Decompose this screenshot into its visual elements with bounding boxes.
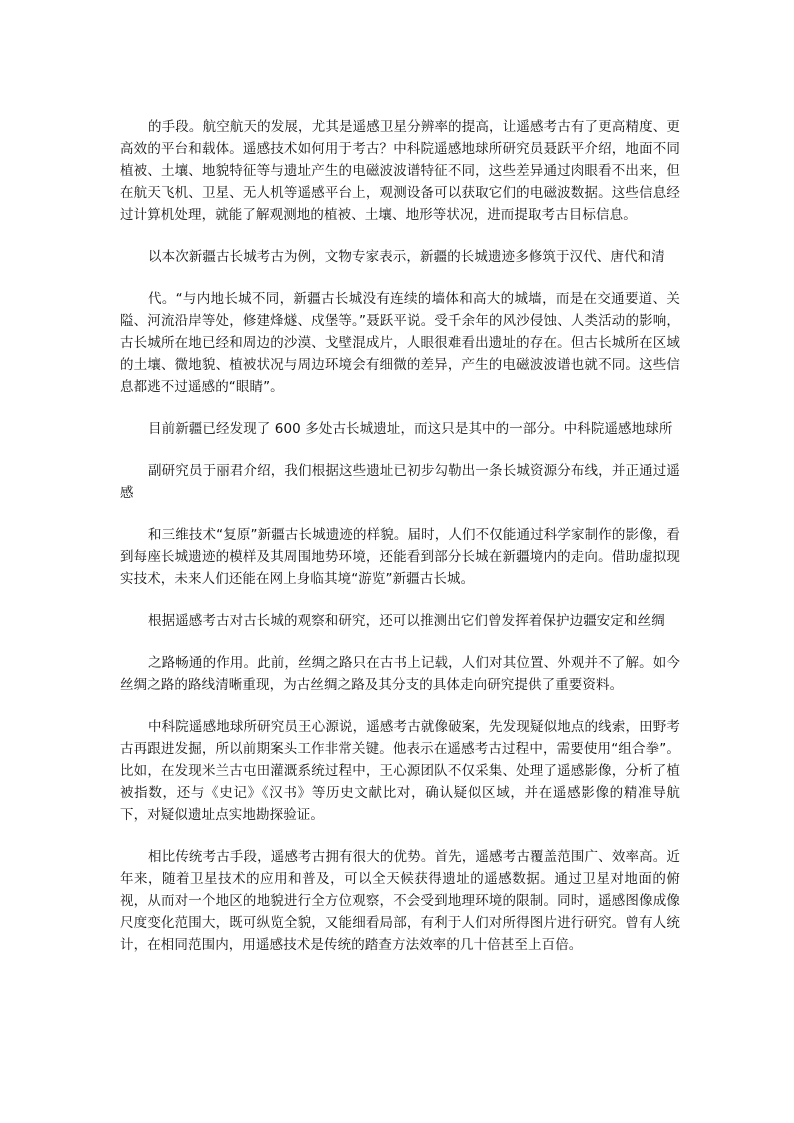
paragraph-researcher-yu: 副研究员于丽君介绍，我们根据这些遗址已初步勾勒出一条长城资源分布线，并正通过遥感 [120, 463, 680, 501]
paragraph-3d-restoration: 和三维技术“复原”新疆古长城遗迹的样貌。届时，人们不仅能通过科学家制作的影像，看到每座长城遗迹的模样及其周围地势环境，还能看到部分长城在新疆境内的走向。借助虚拟现实技术，未来人们还能在网上身临其境“游览”新疆古长城。 [120, 527, 680, 587]
paragraph-silk-road-intro: 根据遥感考古对古长城的观察和研究，还可以推测出它们曾发挥着保护边疆安定和丝绸 [148, 613, 665, 629]
paragraph-xinjiang-example: 以本次新疆古长城考古为例，文物专家表示，新疆的长城遗迹多修筑于汉代、唐代和清 [148, 249, 665, 265]
document-page [120, 116, 680, 956]
paragraph-wang-xinyuan: 中科院遥感地球所研究员王心源说，遥感考古就像破案，先发现疑似地点的线索，田野考古再跟进发掘，所以前期案头工作非常关键。他表示在遥感考古过程中，需要使用“组合拳”。比如，在发现米兰古屯田灌溉系统过程中，王心源团队不仅采集、处理了遥感影像，分析了植被指数，还与《史记》《汉书》等历史文献比对，确认疑似区域，并在遥感影像的精准导航下，对疑似遗址点实地勘探验证。 [120, 719, 680, 823]
paragraph-great-wall-description: 代。“与内地长城不同，新疆古长城没有连续的墙体和高大的城墙，而是在交通要道、关隘、河流沿岸等处，修建烽燧、戍堡等。”聂跃平说。受千余年的风沙侵蚀、人类活动的影响，古长城所在地已经和周边的沙漠、戈壁混成片，人眼很难看出遗址的存在。但古长城所在区域的土壤、微地貌、植被状况与周边环境会有细微的差异，产生的电磁波波谱也就不同。这些信息都逃不过遥感的“眼睛”。 [120, 291, 680, 395]
paragraph-silk-road-role: 之路畅通的作用。此前，丝绸之路只在古书上记载，人们对其位置、外观并不了解。如今丝绸之路的路线清晰重现，为古丝绸之路及其分支的具体走向研究提供了重要资料。 [120, 655, 680, 693]
paragraph-remote-sensing-intro: 的手段。航空航天的发展，尤其是遥感卫星分辨率的提高，让遥感考古有了更高精度、更高效的平台和载体。遥感技术如何用于考古？中科院遥感地球所研究员聂跃平介绍，地面不同植被、土壤、地貌特征等与遗址产生的电磁波波谱特征不同，这些差异通过肉眼看不出来，但在航天飞机、卫星、无人机等遥感平台上，观测设备可以获取它们的电磁波数据。这些信息经过计算机处理，就能了解观测地的植被、土壤、地形等状况，进而提取考古目标信息。 [120, 119, 680, 223]
paragraph-advantages: 相比传统考古手段，遥感考古拥有很大的优势。首先，遥感考古覆盖范围广、效率高。近年来，随着卫星技术的应用和普及，可以全天候获得遗址的遥感数据。通过卫星对地面的俯视，从而对一个地区的地貌进行全方位观察，不会受到地理环境的限制。同时，遥感图像成像尺度变化范围大，既可纵览全貌，又能细看局部，有利于人们对所得图片进行研究。曾有人统计，在相同范围内，用遥感技术是传统的踏查方法效率的几十倍甚至上百倍。 [120, 849, 680, 953]
paragraph-sites-discovered: 目前新疆已经发现了 600 多处古长城遗址，而这只是其中的一部分。中科院遥感地球所 [148, 421, 673, 437]
